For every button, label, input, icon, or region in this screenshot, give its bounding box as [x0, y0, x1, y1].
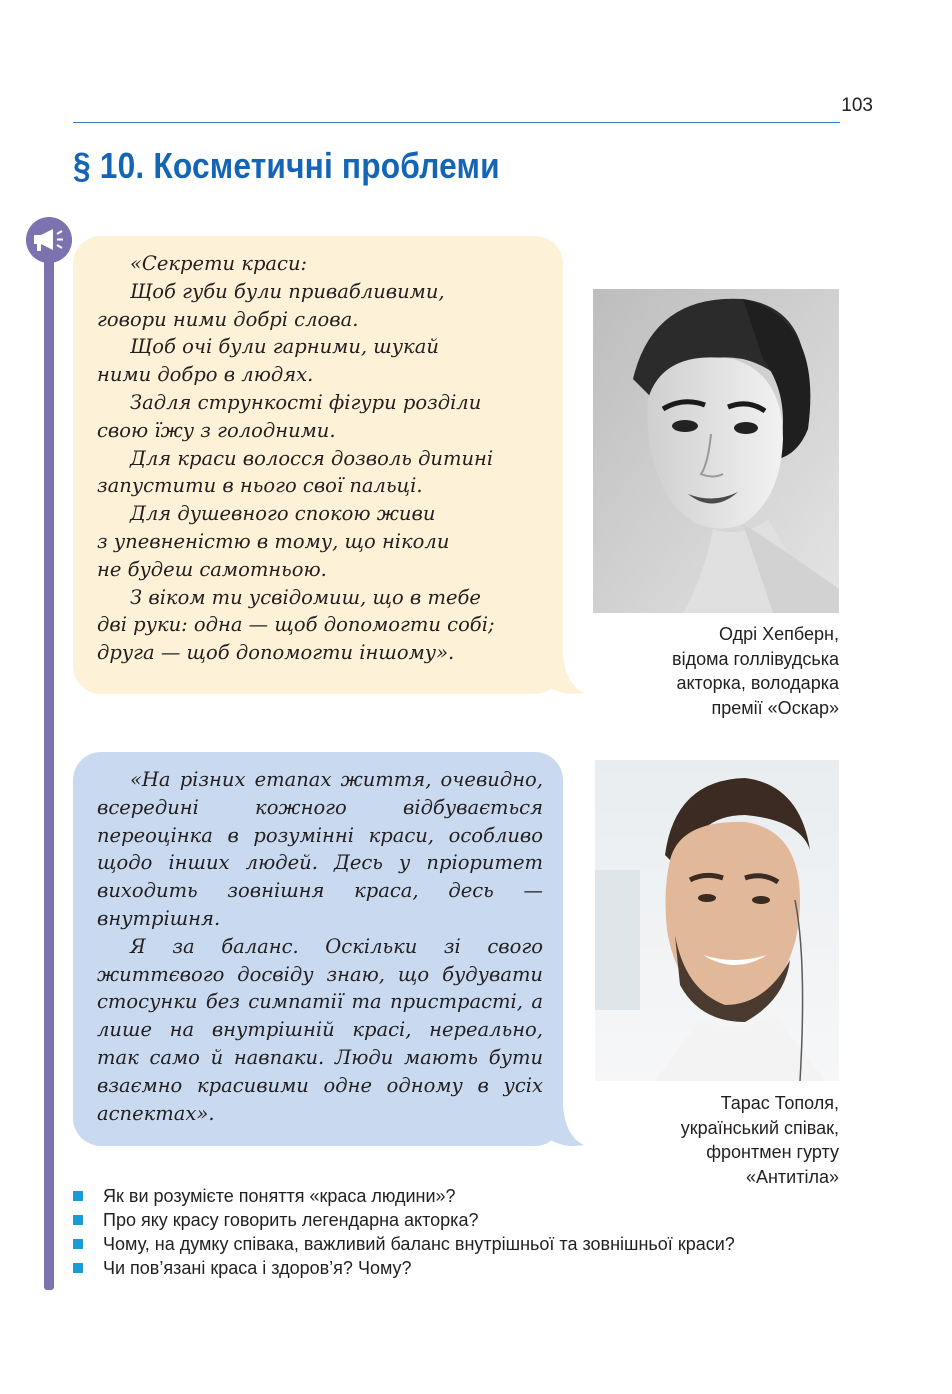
question-text: Чому, на думку співака, важливий баланс внутрішньої та зовнішньої краси?: [103, 1234, 735, 1254]
quote-line: Для душевного спокою живи: [130, 502, 436, 526]
header-rule: [73, 122, 840, 123]
megaphone-badge: [26, 217, 72, 263]
question-item: [73, 1232, 735, 1256]
quote-line: Для краси волосся дозволь дитині: [130, 446, 494, 470]
square-bullet-icon: [73, 1263, 83, 1273]
bubble-tail: [540, 1107, 586, 1149]
question-item: [73, 1208, 735, 1232]
quote-line: ними добро в людях.: [97, 363, 314, 387]
quote-line: Щоб очі були гарними, шукай: [130, 335, 439, 359]
question-text: Як ви розумієте поняття «краса людини»?: [103, 1186, 456, 1206]
quote-line: не будеш самотньою.: [97, 557, 327, 581]
bubble-tail: [540, 655, 586, 697]
square-bullet-icon: [73, 1191, 83, 1201]
square-bullet-icon: [73, 1215, 83, 1225]
questions-list: [73, 1184, 735, 1280]
quote-line: запустити в нього свої пальці.: [97, 474, 423, 498]
quote-text: [97, 766, 543, 1127]
quote-line: свою їжу з голодними.: [97, 418, 336, 442]
question-text: Про яку красу говорить легендарна акторка?: [103, 1210, 479, 1230]
quote-bubble-topolia: [73, 752, 563, 1146]
page-number: 103: [841, 95, 873, 116]
caption-line: відома голлівудська: [672, 648, 839, 669]
caption-topolia: [681, 1091, 839, 1189]
quote-line: З віком ти усвідомиш, що в тебе: [130, 585, 481, 609]
caption-line: «Антитіла»: [745, 1166, 839, 1187]
quote-text: [97, 250, 543, 667]
quote-line: дві руки: одна — щоб допомогти собі;: [97, 613, 495, 637]
section-title: § 10. Косметичні проблеми: [73, 145, 500, 186]
caption-line: український співак,: [680, 1117, 839, 1138]
square-bullet-icon: [73, 1239, 83, 1249]
caption-line: фронтмен гурту: [706, 1142, 839, 1162]
question-item: [73, 1184, 735, 1208]
question-item: [73, 1256, 735, 1280]
quote-line: друга — щоб допомогти іншому».: [97, 641, 455, 665]
photo-taras-topolia: [595, 760, 839, 1081]
caption-line: Одрі Хепберн,: [719, 624, 839, 644]
caption-line: премії «Оскар»: [711, 697, 839, 718]
quote-line: з упевненістю в тому, що ніколи: [97, 529, 450, 553]
quote-line: «Секрети краси:: [130, 252, 308, 275]
quote-line: Щоб губи були привабливими,: [130, 279, 445, 303]
quote-paragraph: Я за баланс. Оскільки зі свого життєвого досвіду знаю, що будувати стосунки без симпатії та пристрасті, а лише на внутрішній красі, нереально, так само й навпаки. Люди мають бути взаємно красивими одне одному в усіх аспектах».: [97, 934, 543, 1125]
photo-audrey-hepburn: [593, 289, 839, 613]
megaphone-icon: [32, 227, 66, 253]
question-text: Чи пов’язані краса і здоров’я? Чому?: [103, 1258, 412, 1278]
quote-line: Задля стрункості фігури розділи: [130, 390, 482, 414]
side-bar: [44, 255, 54, 1290]
caption-hepburn: [672, 622, 839, 720]
caption-line: Тарас Тополя,: [720, 1093, 839, 1113]
quote-line: говори ними добрі слова.: [97, 307, 359, 331]
quote-paragraph: «На різних етапах життя, очевидно, всередині кожного відбувається переоцінка в розумінні краси, особливо щодо інших людей. Десь у пріоритет виходить зовнішня краса, десь — внутрішня.: [97, 768, 543, 930]
caption-line: акторка, володарка: [676, 673, 839, 693]
quote-bubble-hepburn: [73, 236, 563, 694]
